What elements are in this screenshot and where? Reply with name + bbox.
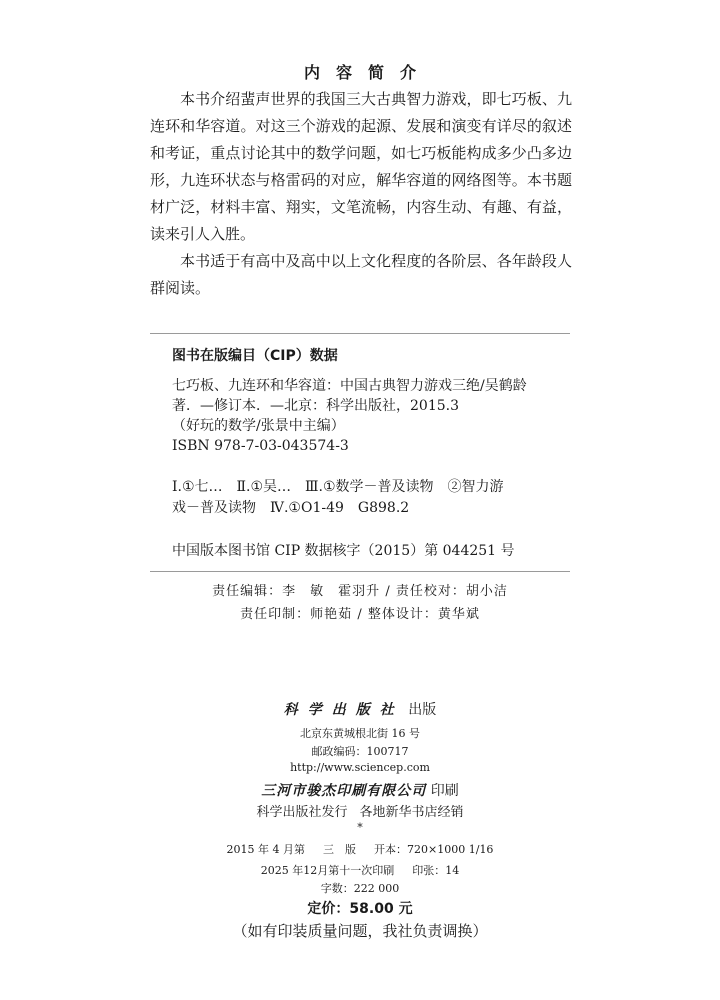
- proofreader-name: 胡小洁: [465, 584, 508, 599]
- cip-number: 中国版本图书馆 CIP 数据核字（2015）第 044251 号: [172, 543, 515, 559]
- printer-suffix: 印刷: [430, 783, 459, 799]
- printing-line: [0, 862, 720, 878]
- staff-line-production: [0, 603, 720, 622]
- cip-record-line: 七巧板、九连环和华容道：中国古典智力游戏三绝/吴鹤龄: [172, 378, 527, 394]
- edition-date: 2015 年 4 月第: [226, 843, 306, 856]
- format: 开本：720×1000 1/16: [374, 843, 494, 856]
- publisher-url: http://www.sciencep.com: [290, 761, 430, 774]
- distributor-2: 各地新华书店经销: [359, 805, 464, 820]
- staff-line-editors: [0, 580, 720, 599]
- editor-label: 责任编辑：: [212, 584, 283, 599]
- cip-classification: [172, 477, 562, 519]
- cip-record-line: 著．—修订本．—北京：科学出版社，2015.3: [172, 398, 459, 414]
- publisher-postcode: 邮政编码：100717: [311, 745, 409, 758]
- printer-logo: 三河市骏杰印刷有限公司: [261, 783, 427, 799]
- printer-line: [0, 780, 720, 800]
- printing-label: 责任印制：: [240, 607, 311, 622]
- print-date: 2025 年12月第十一次印刷: [260, 864, 395, 877]
- summary-title: 内容简介: [303, 63, 432, 82]
- sheets: 印张：14: [412, 864, 460, 877]
- publisher-address: 北京东黄城根北街 16 号: [300, 727, 420, 740]
- cip-bottom-divider: [150, 571, 570, 572]
- distribution-line: [0, 801, 720, 820]
- summary-paragraph: 本书适于有高中及高中以上文化程度的各阶层、各年龄段人群阅读。: [150, 252, 572, 297]
- cip-heading: 图书在版编目（CIP）数据: [172, 348, 338, 364]
- price: 定价：58.00 元: [307, 901, 413, 917]
- edition-number: 三 版: [323, 843, 357, 856]
- designer-name: 黄华斌: [437, 607, 480, 622]
- separator-star: *: [357, 821, 363, 834]
- cip-top-divider: [150, 333, 570, 334]
- proofreader-label: / 责任校对：: [385, 584, 466, 599]
- design-label: / 整体设计：: [357, 607, 438, 622]
- quality-notice: （如有印装质量问题，我社负责调换）: [232, 922, 488, 940]
- cip-record: [172, 376, 552, 456]
- cip-record-line: （好玩的数学/张景中主编）: [172, 418, 345, 434]
- summary-paragraph: 本书介绍蜚声世界的我国三大古典智力游戏，即七巧板、九连环和华容道。对这三个游戏的起源、发展和演变有详尽的叙述和考证，重点讨论其中的数学问题，如七巧板能构成多少凸多边形，九连环状态与格雷码的对应，解华容道的网络图等。本书题材广泛，材料丰富、翔实，文笔流畅，内容生动、有趣、有益，读来引人入胜。: [150, 90, 572, 243]
- publisher-suffix: 出版: [408, 702, 437, 718]
- cip-class-line: 戏－普及读物 Ⅳ.①O1-49 G898.2: [172, 500, 410, 516]
- publisher-line: [0, 699, 720, 719]
- publisher-logo: 科学出版社: [283, 702, 404, 718]
- editor-name: 李 敏: [282, 584, 325, 599]
- word-count: 字数：222 000: [320, 882, 400, 895]
- edition-line: [0, 841, 720, 857]
- summary-body: [150, 86, 572, 302]
- distributor: 科学出版社发行: [256, 805, 348, 820]
- cip-class-line: Ⅰ.①七… Ⅱ.①吴… Ⅲ.①数学－普及读物 ②智力游: [172, 479, 504, 495]
- editor-name: 霍羽升: [338, 584, 381, 599]
- printing-name: 师艳茹: [310, 607, 353, 622]
- cip-isbn: ISBN 978-7-03-043574-3: [172, 438, 349, 454]
